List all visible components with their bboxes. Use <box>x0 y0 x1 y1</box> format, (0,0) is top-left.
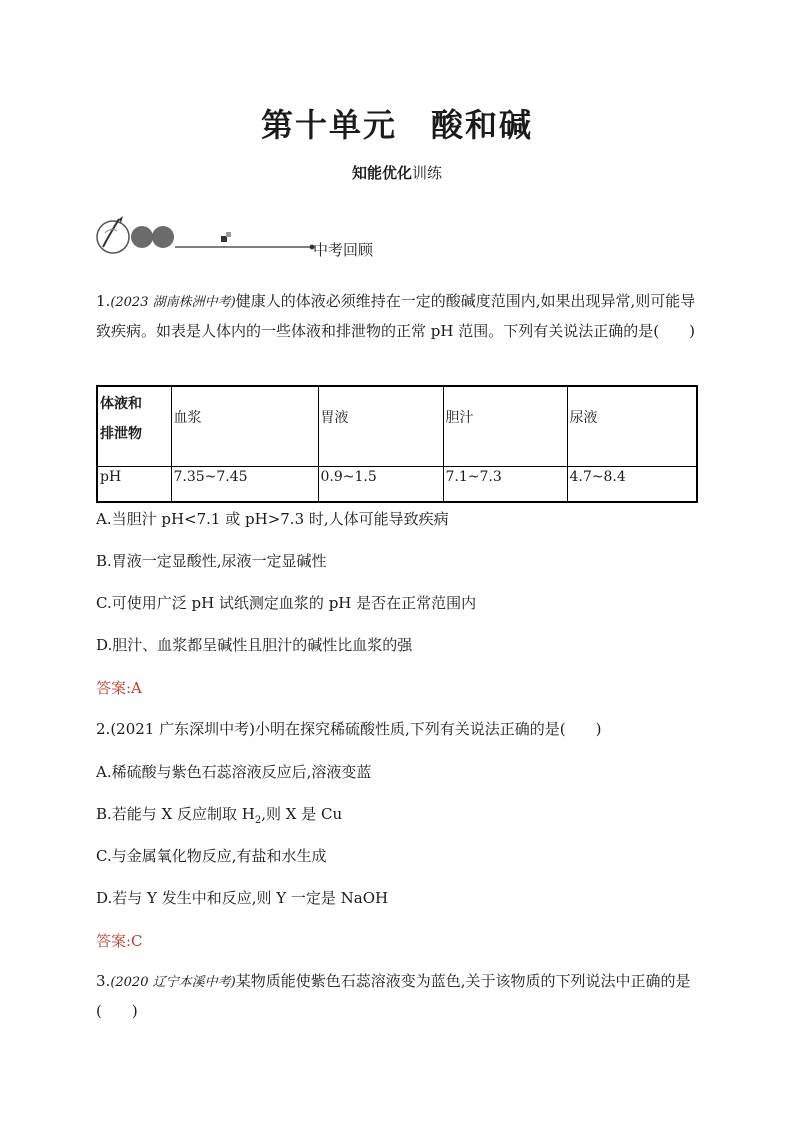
q2-option-a: A.稀硫酸与紫色石蕊溶液反应后,溶液变蓝 <box>96 763 372 781</box>
q2-number: 2. <box>96 720 111 738</box>
ph-table <box>96 385 698 503</box>
q2-answer: 答案:C <box>96 932 143 950</box>
table-col-header: 尿液 <box>567 386 697 466</box>
q2-option-b: B.若能与 X 反应制取 $H_2$,则 X 是 Cu <box>96 805 343 826</box>
table-col-header: 胃液 <box>318 386 443 466</box>
q2-option-d: D.若与 Y 发生中和反应,则 Y 一定是 NaOH <box>96 889 389 907</box>
q1-option-c: C.可使用广泛 pH 试纸测定血浆的 pH 是否在正常范围内 <box>96 594 477 612</box>
q1-source: (2023 湖南株洲中考) <box>110 295 236 310</box>
table-col-header: 血浆 <box>171 386 318 466</box>
table-cell: 4.7~8.4 <box>567 466 697 502</box>
table-row <box>97 466 697 502</box>
page-subtitle <box>0 162 794 183</box>
q1-answer: 答案:A <box>96 679 142 697</box>
table-cell: 0.9~1.5 <box>318 466 443 502</box>
question-3 <box>96 967 700 1025</box>
pencil-circles-icon <box>95 213 325 261</box>
q2-option-c: C.与金属氧化物反应,有盐和水生成 <box>96 847 327 865</box>
table-cell-ph-label: pH <box>97 466 171 502</box>
subtitle-rest: 训练 <box>412 164 443 182</box>
q3-text: 某物质能使紫色石蕊溶液变为蓝色,关于该物质的下列说法中正确的是( ) <box>96 972 691 1020</box>
table-row <box>97 386 697 466</box>
q2-text: 小明在探究稀硫酸性质,下列有关说法正确的是( ) <box>254 720 602 738</box>
page-title: 第十单元 酸和碱 <box>260 106 533 144</box>
table-cell: 7.1~7.3 <box>443 466 567 502</box>
q1-number: 1. <box>96 292 111 310</box>
q2-source: (2021 广东深圳中考) <box>110 720 255 738</box>
table-cell: 7.35~7.45 <box>171 466 318 502</box>
question-2 <box>96 719 601 739</box>
section-header <box>95 213 395 261</box>
section-label: 中考回顾 <box>313 241 374 259</box>
q1-option-b: B.胃液一定显酸性,尿液一定显碱性 <box>96 552 327 570</box>
table-row-header: 体液和 排泄物 <box>97 386 171 466</box>
q3-number: 3. <box>96 972 111 990</box>
subtitle-bold: 知能优化 <box>351 164 412 182</box>
q1-option-d: D.胆汁、血浆都呈碱性且胆汁的碱性比血浆的强 <box>96 636 413 654</box>
table-col-header: 胆汁 <box>443 386 567 466</box>
q3-source: (2020 辽宁本溪中考) <box>110 975 236 990</box>
question-1 <box>96 287 700 345</box>
q1-text: 健康人的体液必须维持在一定的酸碱度范围内,如果出现异常,则可能导致疾病。如表是人体内的一些体液和排泄物的正常 pH 范围。下列有关说法正确的是( ) <box>96 292 696 340</box>
q1-option-a: A.当胆汁 pH<7.1 或 pH>7.3 时,人体可能导致疾病 <box>96 510 449 528</box>
